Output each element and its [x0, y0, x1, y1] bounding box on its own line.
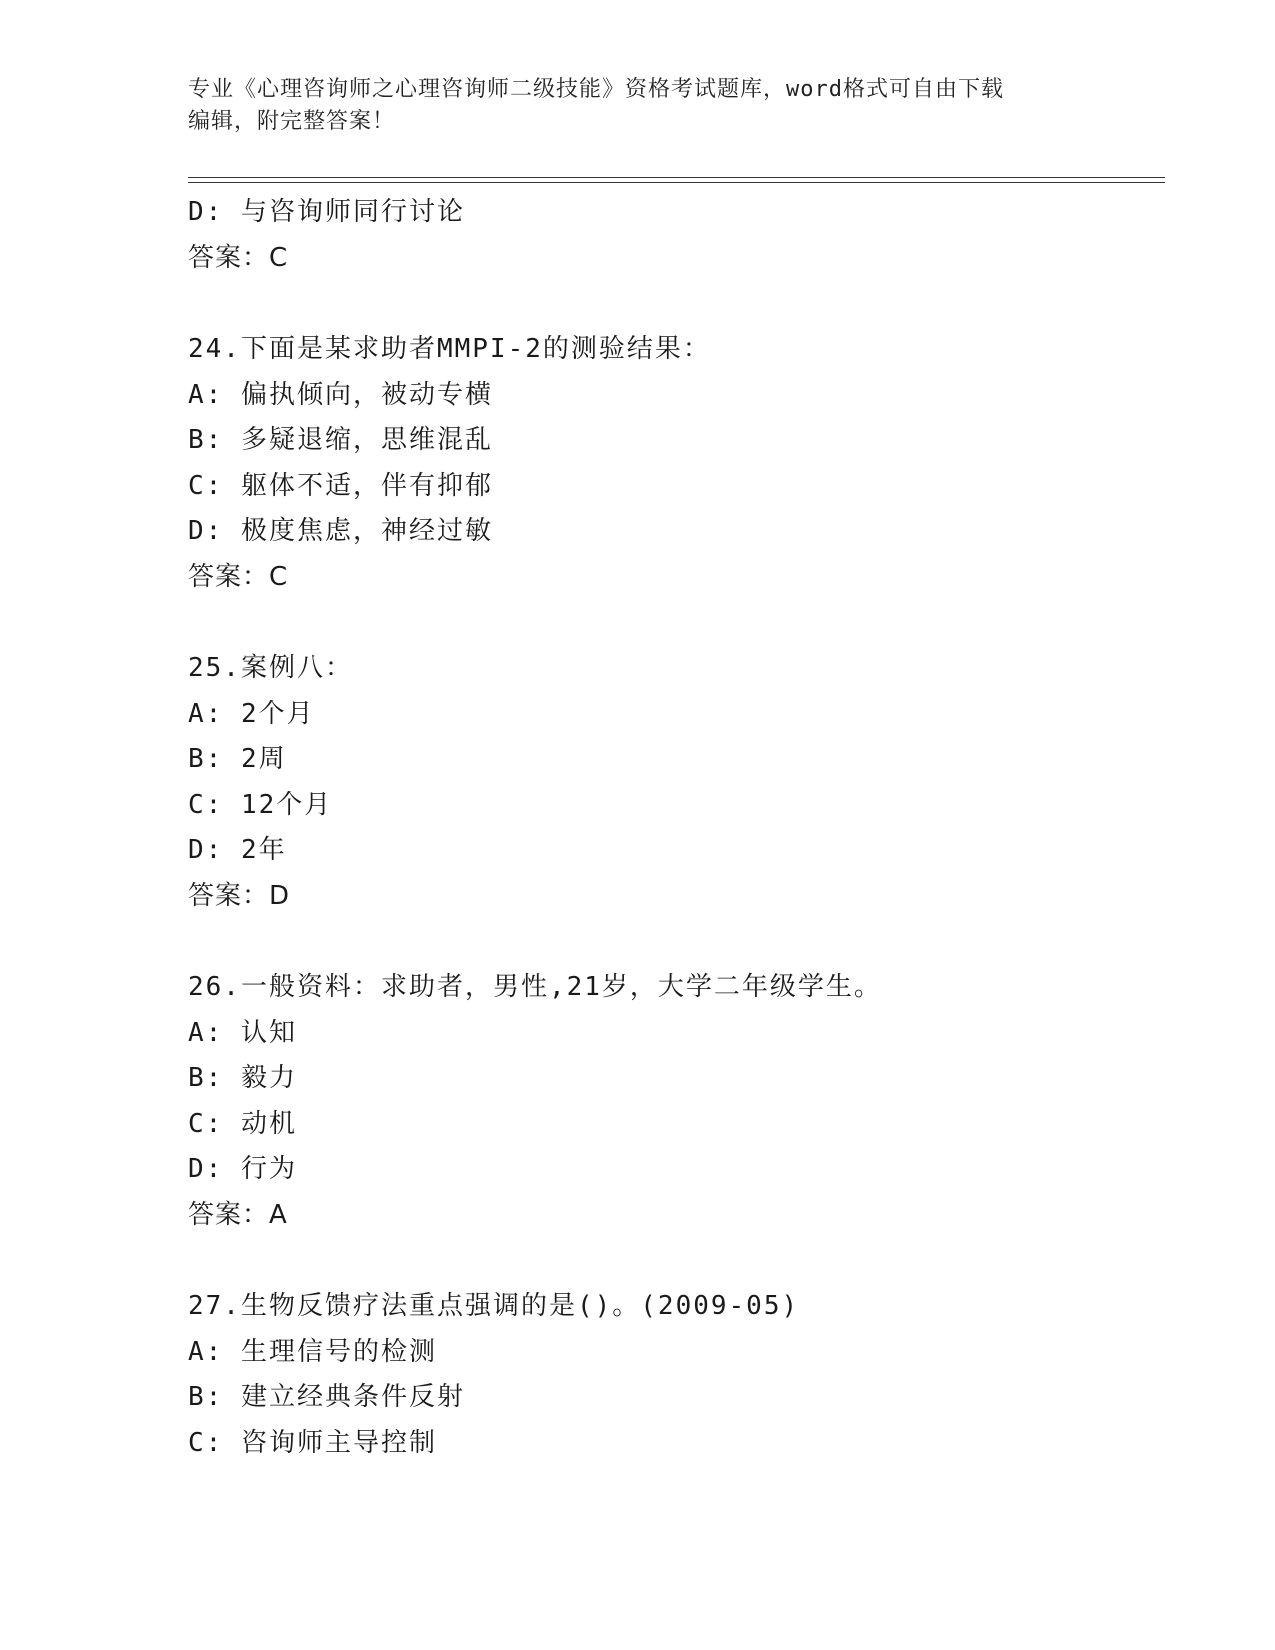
- option-b: B: 2周: [188, 744, 287, 774]
- option-b: B: 毅力: [188, 1063, 297, 1093]
- header-rule-top: [188, 177, 1165, 178]
- option-d: D: 极度焦虑，神经过敏: [188, 516, 493, 546]
- option-b: B: 建立经典条件反射: [188, 1382, 465, 1412]
- question-stem: 27.生物反馈疗法重点强调的是()。(2009-05): [188, 1291, 800, 1321]
- option-c: C: 躯体不适，伴有抑郁: [188, 470, 493, 501]
- question-list: [188, 190, 1168, 1466]
- question-stem: 26.一般资料：求助者，男性,21岁，大学二年级学生。: [188, 972, 882, 1002]
- question-stem: 24.下面是某求助者MMPI-2的测验结果：: [188, 334, 711, 364]
- header-line-1: 专业《心理咨询师之心理咨询师二级技能》资格考试题库，word格式可自由下载: [188, 77, 1004, 102]
- option-c: C: 咨询师主导控制: [188, 1427, 437, 1458]
- answer: 答案：C: [188, 561, 289, 592]
- question-stem: 25.案例八：: [188, 653, 353, 683]
- question-24: [188, 327, 1168, 600]
- option-a: A: 2个月: [188, 698, 315, 729]
- question-27: [188, 1284, 1168, 1466]
- option-d: D: 行为: [188, 1154, 297, 1184]
- answer: 答案：A: [188, 1199, 288, 1230]
- answer: 答案：D: [188, 880, 291, 911]
- option-a: A: 认知: [188, 1017, 297, 1048]
- header-rule-bottom: [188, 182, 1165, 183]
- question-25: [188, 646, 1168, 919]
- option-d: D: 2年: [188, 835, 287, 865]
- option-b: B: 多疑退缩，思维混乱: [188, 425, 493, 455]
- prev-option-d: D: 与咨询师同行讨论: [188, 197, 465, 227]
- option-c: C: 12个月: [188, 789, 333, 820]
- question-26: [188, 965, 1168, 1238]
- option-a: A: 生理信号的检测: [188, 1336, 437, 1367]
- option-c: C: 动机: [188, 1108, 297, 1139]
- option-a: A: 偏执倾向，被动专横: [188, 379, 493, 410]
- prev-answer: 答案：C: [188, 242, 289, 273]
- header-line-2: 编辑，附完整答案！: [188, 109, 396, 134]
- document-header: [188, 74, 1088, 138]
